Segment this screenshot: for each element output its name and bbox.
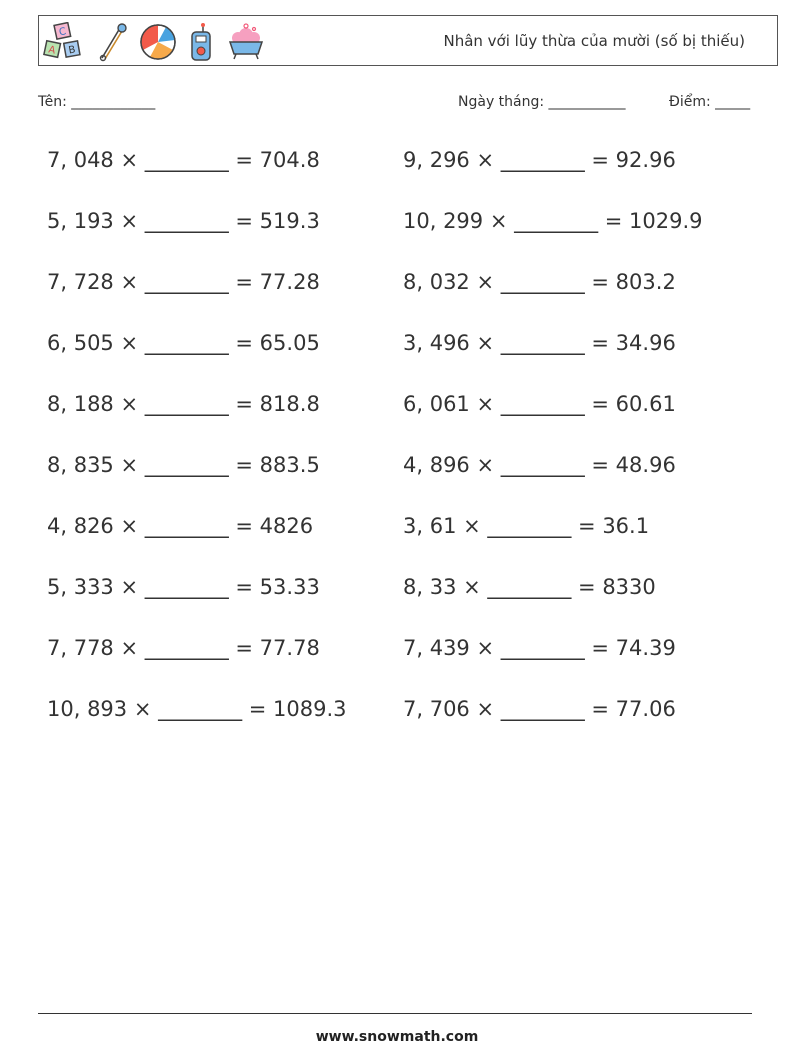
problem-left-3: 7, 728 × ________ = 77.28 [47, 270, 320, 294]
problem-left-7: 4, 826 × ________ = 4826 [47, 514, 314, 538]
header-box [38, 15, 778, 66]
safety-pin-icon [96, 22, 128, 62]
baby-bathtub-icon [224, 22, 268, 62]
problem-right-6: 4, 896 × ________ = 48.96 [403, 453, 676, 477]
baby-monitor-icon [188, 22, 214, 62]
beach-ball-icon [138, 22, 178, 62]
problem-left-5: 8, 188 × ________ = 818.8 [47, 392, 320, 416]
problem-right-2: 10, 299 × ________ = 1029.9 [403, 209, 703, 233]
problem-right-7: 3, 61 × ________ = 36.1 [403, 514, 650, 538]
problem-left-6: 8, 835 × ________ = 883.5 [47, 453, 320, 477]
problem-right-10: 7, 706 × ________ = 77.06 [403, 697, 676, 721]
worksheet-title: Nhân với lũy thừa của mười (số bị thiếu) [443, 32, 745, 50]
svg-text:B: B [67, 44, 77, 57]
date-field: Ngày tháng: ___________ [458, 94, 626, 110]
problem-right-9: 7, 439 × ________ = 74.39 [403, 636, 676, 660]
name-field: Tên: ____________ [38, 94, 156, 110]
header-icons [42, 20, 268, 64]
problem-left-4: 6, 505 × ________ = 65.05 [47, 331, 320, 355]
svg-text:C: C [58, 26, 68, 39]
problem-left-9: 7, 778 × ________ = 77.78 [47, 636, 320, 660]
problem-left-10: 10, 893 × ________ = 1089.3 [47, 697, 347, 721]
footer-url: www.snowmath.com [315, 1029, 479, 1045]
abc-blocks-icon [42, 22, 86, 62]
problem-right-3: 8, 032 × ________ = 803.2 [403, 270, 676, 294]
problem-left-1: 7, 048 × ________ = 704.8 [47, 148, 320, 172]
problem-left-8: 5, 333 × ________ = 53.33 [47, 575, 320, 599]
svg-text:A: A [47, 44, 57, 57]
problem-left-2: 5, 193 × ________ = 519.3 [47, 209, 320, 233]
problem-right-8: 8, 33 × ________ = 8330 [403, 575, 656, 599]
footer-divider [38, 1013, 752, 1014]
problem-right-4: 3, 496 × ________ = 34.96 [403, 331, 676, 355]
problem-right-5: 6, 061 × ________ = 60.61 [403, 392, 676, 416]
problem-right-1: 9, 296 × ________ = 92.96 [403, 148, 676, 172]
score-field: Điểm: _____ [669, 94, 751, 110]
